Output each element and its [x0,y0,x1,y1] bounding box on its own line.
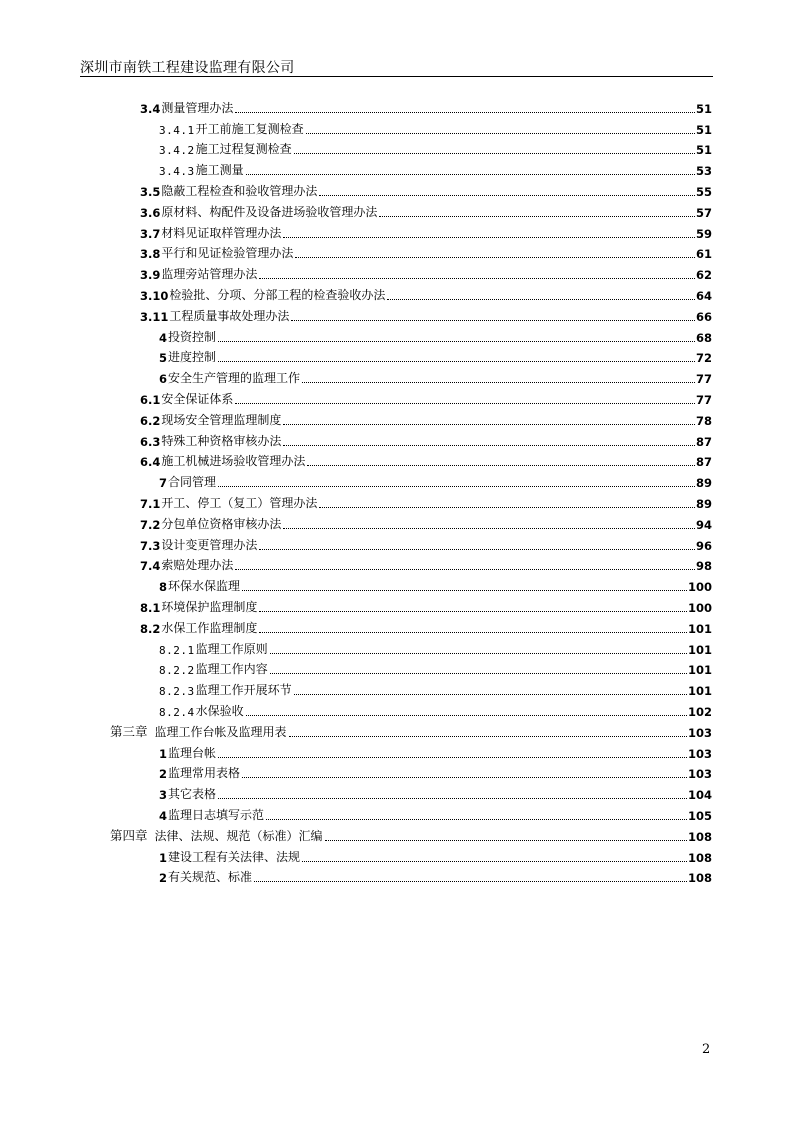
toc-entry-page: 108 [687,850,712,865]
toc-entry-title: 特殊工种资格审核办法 [161,433,282,448]
toc-entry[interactable] [140,261,712,282]
toc-entry-page: 55 [695,184,712,199]
toc-entry-title: 有关规范、标准 [168,870,253,885]
toc-entry[interactable] [159,345,712,366]
toc-entry-number: 3.10 [140,288,169,303]
toc-entry-page: 94 [695,517,712,532]
toc-entry-number: 5 [159,351,168,366]
toc-entry-number: 3.11 [140,309,169,324]
toc-entry[interactable] [140,594,712,615]
toc-entry[interactable] [140,428,712,449]
toc-dot-leader [319,194,695,196]
toc-dot-leader [266,818,687,820]
toc-dot-leader [218,340,695,342]
toc-entry-number: 6.2 [140,413,161,428]
toc-entry[interactable] [159,865,712,886]
toc-dot-leader [302,860,687,862]
toc-entry-number: 3.4 [140,101,161,116]
toc-entry-title: 材料见证取样管理办法 [161,225,282,240]
toc-entry-number: 2 [159,767,168,782]
toc-entry-page: 101 [687,684,712,699]
toc-entry-title: 水保工作监理制度 [161,620,258,635]
toc-dot-leader [302,381,695,383]
toc-entry-number: 6 [159,372,168,387]
toc-entry-title: 监理工作开展环节 [195,683,292,698]
toc-dot-leader [387,298,695,300]
toc-entry-number: 7.2 [140,517,161,532]
toc-entry[interactable] [159,657,712,678]
toc-entry[interactable] [140,199,712,220]
toc-entry-number: 3.5 [140,184,161,199]
toc-entry-title: 建设工程有关法律、法规 [168,849,301,864]
toc-entry-number: 3.8 [140,247,161,262]
toc-entry-page: 101 [687,663,712,678]
toc-entry-page: 89 [695,476,712,491]
toc-dot-leader [306,132,695,134]
toc-entry-page: 61 [695,247,712,262]
toc-entry-title: 安全生产管理的监理工作 [168,371,301,386]
toc-entry-number: 8.1 [140,600,161,615]
toc-entry-page: 104 [687,788,712,803]
toc-entry-title: 隐蔽工程检查和验收管理办法 [161,183,318,198]
toc-entry[interactable] [159,573,712,594]
toc-entry-number: 6.1 [140,392,161,407]
toc-entry-page: 108 [687,871,712,886]
toc-entry-number: 8.2.1 [159,643,195,657]
toc-entry[interactable] [110,719,712,740]
toc-entry-number: 第四章 [110,827,148,843]
toc-entry-page: 100 [687,580,712,595]
toc-entry-number: 8.2.3 [159,685,195,699]
toc-entry-title: 平行和见证检验管理办法 [161,246,294,261]
toc-entry-page: 101 [687,642,712,657]
toc-entry-title: 工程质量事故处理办法 [169,308,290,323]
toc-entry[interactable] [110,823,712,844]
toc-entry[interactable] [140,178,712,199]
toc-entry-number: 8.2 [140,621,161,636]
toc-entry-page: 59 [695,226,712,241]
toc-entry-page: 96 [695,538,712,553]
toc-entry[interactable] [140,449,712,470]
toc-dot-leader [291,319,695,321]
toc-entry-number: 3 [159,788,168,803]
toc-entry-title: 监理台帐 [168,745,217,760]
toc-entry-number: 第三章 [110,723,148,739]
toc-entry-number: 6.3 [140,434,161,449]
toc-dot-leader [242,776,687,778]
toc-entry-title: 索赔处理办法 [161,558,234,573]
toc-entry-page: 87 [695,434,712,449]
toc-dot-leader [307,464,695,466]
toc-entry[interactable] [140,95,712,116]
toc-dot-leader [218,797,687,799]
toc-entry-title: 现场安全管理监理制度 [161,412,282,427]
toc-entry-title: 监理常用表格 [168,766,241,781]
toc-entry[interactable] [140,386,712,407]
header-rule [80,76,713,77]
toc-dot-leader [325,839,687,841]
toc-entry[interactable] [140,303,712,324]
toc-entry-page: 78 [695,413,712,428]
toc-entry-number: 3.9 [140,268,161,283]
toc-entry-title: 监理工作台帐及监理用表 [154,724,287,739]
toc-entry[interactable] [159,365,712,386]
toc-entry-page: 51 [695,122,712,137]
toc-entry-title: 水保验收 [195,703,244,718]
toc-entry-title: 进度控制 [168,350,217,365]
toc-entry-title: 施工测量 [195,163,244,178]
toc-entry-number: 7 [159,476,168,491]
toc-entry-page: 102 [687,704,712,719]
toc-entry-page: 89 [695,496,712,511]
toc-entry-title: 分包单位资格审核办法 [161,516,282,531]
toc-entry-number: 1 [159,746,168,761]
toc-entry-title: 法律、法规、规范（标准）汇编 [154,828,323,843]
toc-dot-leader [289,735,687,737]
toc-entry-title: 监理日志填写示范 [168,807,265,822]
toc-dot-leader [246,173,695,175]
toc-dot-leader [254,880,687,882]
toc-entry[interactable] [159,636,712,657]
toc-entry-title: 原材料、构配件及设备进场验收管理办法 [161,204,378,219]
toc-entry-page: 105 [687,808,712,823]
toc-entry-page: 57 [695,205,712,220]
toc-dot-leader [235,568,695,570]
toc-entry[interactable] [159,469,712,490]
toc-entry-page: 77 [695,392,712,407]
toc-entry-page: 101 [687,621,712,636]
toc-dot-leader [294,693,687,695]
toc-entry[interactable] [140,615,712,636]
toc-dot-leader [319,506,695,508]
toc-entry[interactable] [159,740,712,761]
toc-entry[interactable] [159,116,712,137]
toc-entry-page: 62 [695,268,712,283]
toc-entry-number: 7.1 [140,496,161,511]
toc-entry-page: 66 [695,309,712,324]
toc-entry-number: 2 [159,871,168,886]
toc-dot-leader [242,589,687,591]
toc-dot-leader [283,444,695,446]
toc-entry-number: 3.4.3 [159,165,195,179]
toc-entry-title: 安全保证体系 [161,391,234,406]
toc-entry-page: 51 [695,101,712,116]
toc-entry-number: 8 [159,580,168,595]
toc-entry-title: 测量管理办法 [161,100,234,115]
toc-dot-leader [218,360,695,362]
toc-entry[interactable] [159,324,712,345]
toc-entry-number: 4 [159,330,168,345]
toc-entry-title: 监理旁站管理办法 [161,267,258,282]
toc-entry-number: 3.6 [140,205,161,220]
toc-dot-leader [270,672,687,674]
toc-entry-number: 7.3 [140,538,161,553]
toc-entry-page: 53 [695,164,712,179]
toc-entry-title: 设计变更管理办法 [161,537,258,552]
toc-entry-page: 100 [687,600,712,615]
toc-dot-leader [235,111,695,113]
toc-entry-title: 环保水保监理 [168,579,241,594]
toc-entry-page: 103 [687,746,712,761]
toc-entry-title: 监理工作原则 [195,641,268,656]
toc-entry-page: 68 [695,330,712,345]
toc-entry[interactable] [159,677,712,698]
toc-entry-number: 6.4 [140,455,161,470]
toc-entry[interactable] [140,553,712,574]
toc-entry[interactable] [159,761,712,782]
toc-entry[interactable] [140,220,712,241]
toc-entry[interactable] [140,532,712,553]
toc-entry-title: 施工机械进场验收管理办法 [161,454,306,469]
toc-entry-page: 64 [695,288,712,303]
toc-entry[interactable] [159,157,712,178]
toc-entry-title: 其它表格 [168,787,217,802]
toc-entry-title: 施工过程复测检查 [195,142,292,157]
toc-entry-number: 4 [159,808,168,823]
toc-dot-leader [246,714,687,716]
toc-entry-number: 8.2.4 [159,705,195,719]
toc-entry-number: 1 [159,850,168,865]
toc-entry-page: 72 [695,351,712,366]
toc-dot-leader [295,256,695,258]
page-header-company: 深圳市南铁工程建设监理有限公司 [80,60,295,76]
page-number: 2 [702,1042,711,1057]
toc-entry-page: 103 [687,767,712,782]
toc-entry-number: 8.2.2 [159,664,195,678]
toc-dot-leader [259,548,695,550]
toc-dot-leader [259,610,687,612]
toc-entry-number: 7.4 [140,559,161,574]
toc-entry-page: 77 [695,372,712,387]
toc-dot-leader [235,402,695,404]
toc-entry-title: 开工前施工复测检查 [195,121,304,136]
toc-entry-page: 108 [687,829,712,844]
toc-entry-title: 合同管理 [168,475,217,490]
toc-entry-title: 检验批、分项、分部工程的检查验收办法 [169,287,386,302]
toc-entry[interactable] [140,241,712,262]
toc-dot-leader [283,423,695,425]
toc-entry-title: 监理工作内容 [195,662,268,677]
toc-entry[interactable] [159,698,712,719]
toc-entry-title: 投资控制 [168,329,217,344]
toc-entry-page: 98 [695,559,712,574]
toc-entry[interactable] [140,282,712,303]
toc-entry[interactable] [159,137,712,158]
toc-entry-number: 3.4.1 [159,123,195,137]
toc-entry-page: 103 [687,725,712,740]
toc-dot-leader [294,152,695,154]
toc-dot-leader [270,652,687,654]
toc-entry[interactable] [159,781,712,802]
toc-dot-leader [379,215,695,217]
toc-entry-title: 环境保护监理制度 [161,599,258,614]
toc-entry-number: 3.7 [140,226,161,241]
toc-dot-leader [218,485,695,487]
toc-entry-number: 3.4.2 [159,144,195,158]
toc-entry-page: 87 [695,455,712,470]
toc-entry[interactable] [140,511,712,532]
toc-entry-title: 开工、停工（复工）管理办法 [161,495,318,510]
toc-entry[interactable] [140,407,712,428]
toc-dot-leader [259,277,695,279]
toc-entry[interactable] [159,844,712,865]
toc-dot-leader [259,631,687,633]
toc-dot-leader [218,756,687,758]
toc-entry[interactable] [159,802,712,823]
toc-entry-page: 51 [695,143,712,158]
toc-dot-leader [283,527,695,529]
toc-entry[interactable] [140,490,712,511]
toc-dot-leader [283,236,695,238]
